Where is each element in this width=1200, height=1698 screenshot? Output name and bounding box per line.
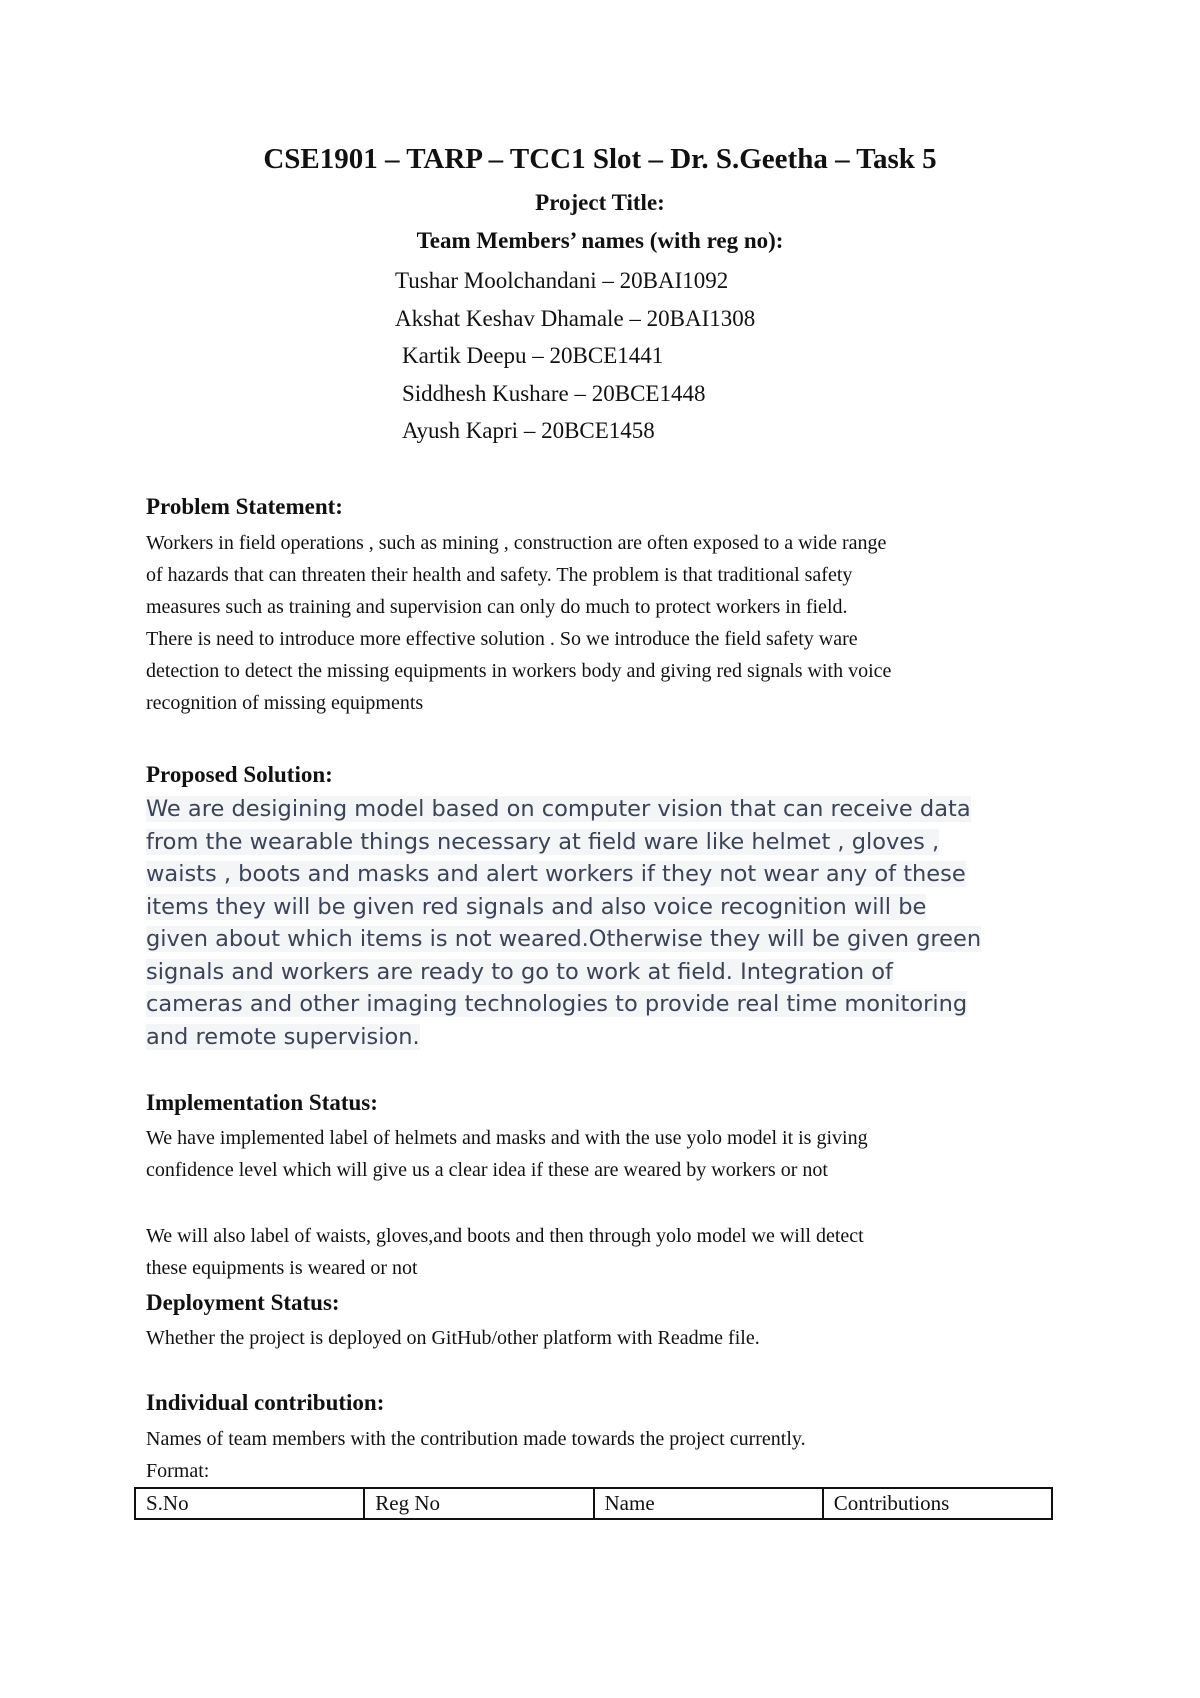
- table-header-cell: Contributions: [823, 1488, 1052, 1519]
- problem-line: measures such as training and supervision can only do much to protect workers in field.: [146, 596, 848, 618]
- problem-line: recognition of missing equipments: [146, 692, 424, 714]
- proposed-solution-heading: Proposed Solution:: [146, 762, 333, 787]
- problem-line: There is need to introduce more effective solution . So we introduce the field safety ware: [146, 628, 858, 650]
- proposed-solution-text: [146, 793, 1076, 1053]
- document-title: CSE1901 – TARP – TCC1 Slot – Dr. S.Geetha – Task 5: [263, 143, 937, 175]
- deployment-status-text: Whether the project is deployed on GitHub/other platform with Readme file.: [146, 1327, 760, 1349]
- problem-statement-text: [146, 527, 1066, 719]
- solution-line: items they will be given red signals and also voice recognition will be: [146, 893, 927, 920]
- problem-line: of hazards that can threaten their health and safety. The problem is that traditional safety: [146, 564, 853, 586]
- individual-contribution-text: Names of team members with the contribution made towards the project currently.: [146, 1428, 806, 1450]
- solution-line: and remote supervision.: [146, 1023, 420, 1050]
- contribution-format-table: [134, 1487, 1053, 1520]
- team-member: Ayush Kapri – 20BCE1458: [402, 418, 655, 443]
- individual-contribution-heading: Individual contribution:: [146, 1390, 385, 1415]
- solution-line: from the wearable things necessary at field ware like helmet , gloves ,: [146, 828, 940, 855]
- implementation-status-heading: Implementation Status:: [146, 1090, 378, 1115]
- team-members-heading: Team Members’ names (with reg no):: [416, 228, 784, 253]
- table-header-cell: Name: [594, 1488, 823, 1519]
- table-header-cell: S.No: [135, 1488, 364, 1519]
- implementation-line: confidence level which will give us a clear idea if these are weared by workers or not: [146, 1159, 828, 1181]
- team-member: Siddhesh Kushare – 20BCE1448: [402, 381, 706, 406]
- solution-line: We are desigining model based on computer vision that can receive data: [146, 796, 971, 822]
- solution-line: given about which items is not weared.Otherwise they will be given green: [146, 926, 982, 952]
- deployment-status-heading: Deployment Status:: [146, 1290, 340, 1315]
- table-row: [135, 1488, 1052, 1519]
- solution-line: cameras and other imaging technologies to provide real time monitoring: [146, 991, 968, 1017]
- implementation-line: these equipments is weared or not: [146, 1257, 418, 1279]
- format-label: Format:: [146, 1460, 210, 1482]
- solution-line: signals and workers are ready to go to work at field. Integration of: [146, 958, 893, 985]
- table-header-cell: Reg No: [364, 1488, 593, 1519]
- implementation-text-2: [146, 1220, 1066, 1284]
- implementation-line: We will also label of waists, gloves,and boots and then through yolo model we will detect: [146, 1225, 864, 1247]
- problem-line: Workers in field operations , such as mining , construction are often exposed to a wide range: [146, 532, 887, 554]
- solution-line: waists , boots and masks and alert workers if they not wear any of these: [146, 861, 966, 887]
- team-member: Akshat Keshav Dhamale – 20BAI1308: [395, 306, 756, 331]
- implementation-line: We have implemented label of helmets and masks and with the use yolo model it is giving: [146, 1127, 868, 1149]
- implementation-text-1: [146, 1122, 1066, 1186]
- problem-line: detection to detect the missing equipments in workers body and giving red signals with voice: [146, 660, 892, 682]
- problem-statement-heading: Problem Statement:: [146, 494, 343, 519]
- project-title-label: Project Title:: [535, 190, 665, 215]
- team-member: Kartik Deepu – 20BCE1441: [402, 343, 664, 368]
- team-member: Tushar Moolchandani – 20BAI1092: [395, 268, 729, 293]
